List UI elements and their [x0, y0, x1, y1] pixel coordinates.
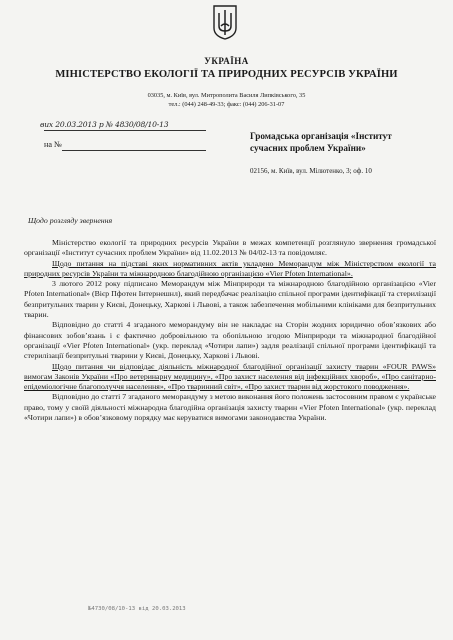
body-paragraph: Міністерство екології та природних ресурсів України в межах компетенції розглянуло звернення громадської організації «Інститут сучасних проблем України» від 11.02.2013 № 04/02-13 та повідомляє.: [24, 238, 436, 258]
reference-underline: [44, 130, 206, 131]
reply-to-underline: [62, 150, 206, 151]
ministry-address: [0, 92, 453, 109]
handwritten-reference: вих 20.03.2013 р № 4830/08/10-13: [40, 120, 169, 129]
phone-line: тел.: (044) 248-49-33; факс: (044) 206-31-07: [168, 100, 285, 108]
letter-subject: Щодо розгляду звернення: [28, 216, 113, 225]
country-name: УКРАЇНА: [204, 56, 249, 66]
recipient-name: Громадська організація «Інститут сучасних проблем України»: [250, 131, 392, 153]
recipient-address: 02156, м. Київ, вул. Мілютенко, 3; оф. 10: [250, 167, 372, 175]
address-line: 03035, м. Київ, вул. Митрополита Василя Липківського, 35: [147, 92, 306, 99]
ministry-name: МІНІСТЕРСТВО ЕКОЛОГІЇ ТА ПРИРОДНИХ РЕСУРСІВ УКРАЇНИ: [55, 69, 398, 80]
body-paragraph: Щодо питання на підставі яких нормативних актів укладено Меморандум між Міністерством екології та природних ресурсів України та міжнародною благодійною організацією «Vier Pfoten International».: [24, 258, 436, 278]
body-paragraph: Щодо питання чи відповідає діяльність міжнародної благодійної організації захисту тварин «FOUR PAWS» вимогам Законів України «Про ветеринарну медицину», «Про захист населення від інфекційних хвороб», «Про санітарно-епідеміологічне благополуччя населення», «Про тваринний світ», «Про захист тварин від жорстокого поводження».: [24, 361, 436, 392]
trident-emblem-icon: [212, 4, 238, 40]
registration-stamp: №4730/08/10-13 від 20.03.2013: [88, 606, 186, 612]
body-paragraph: 3 лютого 2012 року підписано Меморандум між Мінприроди та міжнародною благодійною організацією «Vier Pfoten International» (Вієр Пфотен Інтернешнл), який передбачає реалізацію спільної програми ідентифікації та стерилізації безпритульних тварин у Києві, Донецьку, Харкові і Львові, а також забезпечення мобільними клініками для безпритульних тварин.: [24, 279, 436, 320]
reply-to-label: на №: [44, 140, 62, 149]
body-paragraph: Відповідно до статті 7 згаданого меморандуму з метою виконання його положень застосовним правом є українське право, тому у своїй діяльності міжнародна благодійна організація захисту тварин «Vier Pfoten International» (укр. переклад «Чотири лапи») в обов’язковому порядку має керуватися вимогами законодавства України.: [24, 392, 436, 423]
body-paragraph: Відповідно до статті 4 згаданого меморандуму він не накладає на Сторін жодних юридично обов’язкових або фінансових зобов’язань і є фактично добровільною та обопільною згодою Мінприроди та міжнародної благодійної організації «Vier Pfoten International» (укр. переклад «Чотири лапи») задля реалізації спільної програми ідентифікації та стерилізації безпритульні тварини у Києві, Донецьку, Харкові і Львові.: [24, 320, 436, 361]
letter-body: [24, 238, 436, 423]
